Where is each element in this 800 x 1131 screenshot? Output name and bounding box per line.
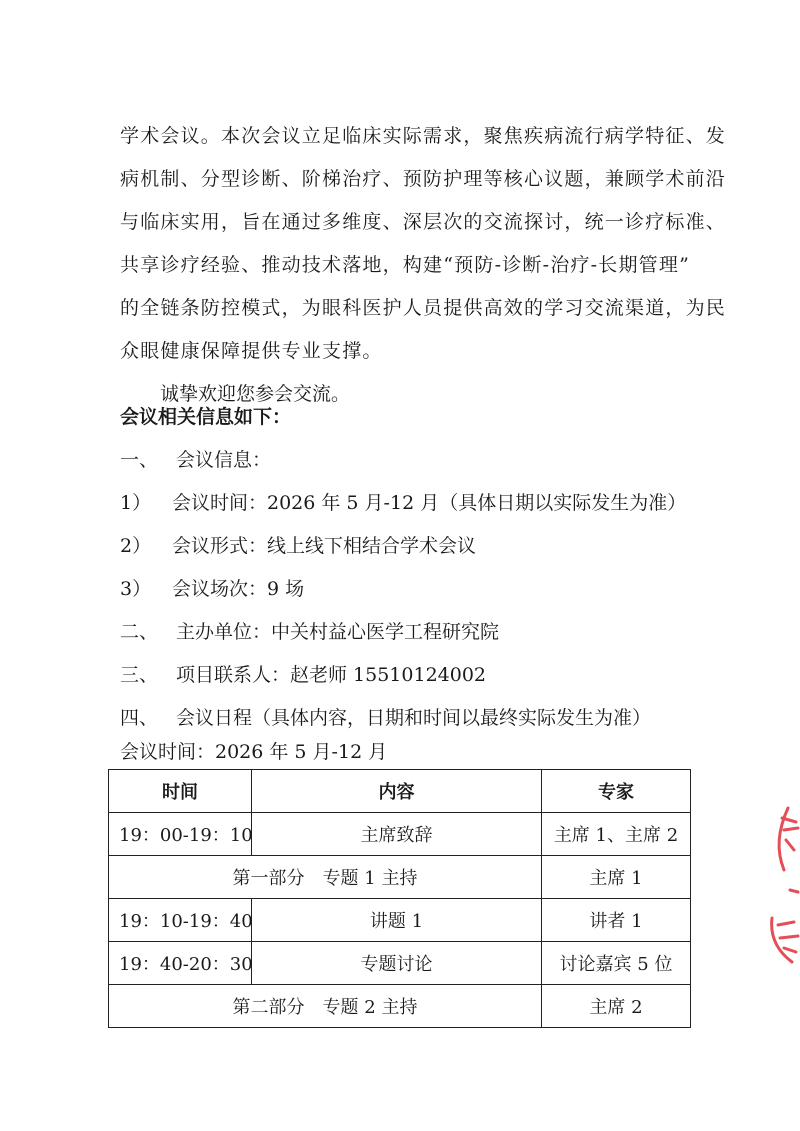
section-number: 四、: [120, 707, 159, 729]
section-2-heading: [120, 620, 499, 644]
cell-content: 专题讨论: [252, 942, 542, 985]
paragraph-line: 共享诊疗经验、推动技术落地，构建“预防-诊断-治疗-长期管理”: [120, 254, 690, 276]
paragraph-line: 学术会议。本次会议立足临床实际需求，聚焦疾病流行病学特征、发: [120, 125, 727, 147]
info-item: [120, 534, 476, 558]
info-heading: 会议相关信息如下：: [120, 406, 292, 428]
table-section-row: [109, 856, 691, 899]
header-time: 时间: [109, 770, 252, 813]
cell-time: 19：40-20：30: [109, 942, 252, 985]
table-section-row: [109, 985, 691, 1028]
item-number: 3）: [120, 578, 152, 600]
section-number: 三、: [120, 664, 159, 686]
section-text: 会议信息：: [176, 449, 272, 471]
section-4-heading: [120, 706, 651, 730]
table-row: [109, 899, 691, 942]
item-text: 会议场次：9 场: [172, 578, 305, 600]
header-content: 内容: [252, 770, 542, 813]
section-3-heading: [120, 663, 486, 687]
table-row: [109, 813, 691, 856]
table-header-row: [109, 770, 691, 813]
section-text: 会议日程（具体内容，日期和时间以最终实际发生为准）: [176, 707, 652, 729]
cell-expert: 主席 2: [542, 985, 691, 1028]
cell-time: 19：10-19：40: [109, 899, 252, 942]
item-text: 会议形式：线上线下相结合学术会议: [172, 535, 477, 557]
section-text: 主办单位：中关村益心医学工程研究院: [176, 621, 500, 643]
info-item: [120, 491, 686, 515]
cell-expert: 讨论嘉宾 5 位: [542, 942, 691, 985]
info-item: [120, 577, 304, 601]
header-expert: 专家: [542, 770, 691, 813]
paragraph-line: 病机制、分型诊断、阶梯治疗、预防护理等核心议题，兼顾学术前沿: [120, 168, 727, 190]
section-text: 项目联系人：赵老师 15510124002: [176, 664, 487, 686]
cell-section: 第二部分 专题 2 主持: [109, 985, 542, 1028]
cell-content: 讲题 1: [252, 899, 542, 942]
schedule-table: [108, 769, 691, 1028]
cell-time: 19：00-19：10: [109, 813, 252, 856]
cell-content: 主席致辞: [252, 813, 542, 856]
item-number: 2）: [120, 535, 152, 557]
cell-expert: 主席 1: [542, 856, 691, 899]
section-1-heading: [120, 448, 271, 472]
cell-expert: 主席 1、主席 2: [542, 813, 691, 856]
section-number: 一、: [120, 449, 159, 471]
schedule-time: 会议时间：2026 年 5 月-12 月: [120, 741, 388, 763]
section-number: 二、: [120, 621, 159, 643]
paragraph-line: 众眼健康保障提供专业支撑。: [120, 340, 383, 362]
cell-section: 第一部分 专题 1 主持: [109, 856, 542, 899]
paragraph-line: 的全链条防控模式，为眼科医护人员提供高效的学习交流渠道，为民: [120, 297, 727, 319]
welcome-text: 诚挚欢迎您参会交流。: [160, 383, 351, 405]
paragraph-line: 与临床实用，旨在通过多维度、深层次的交流探讨，统一诊疗标准、: [120, 211, 727, 233]
seal-stamp: [768, 800, 800, 970]
item-number: 1）: [120, 492, 152, 514]
item-text: 会议时间：2026 年 5 月-12 月（具体日期以实际发生为准）: [172, 492, 687, 514]
cell-expert: 讲者 1: [542, 899, 691, 942]
table-row: [109, 942, 691, 985]
